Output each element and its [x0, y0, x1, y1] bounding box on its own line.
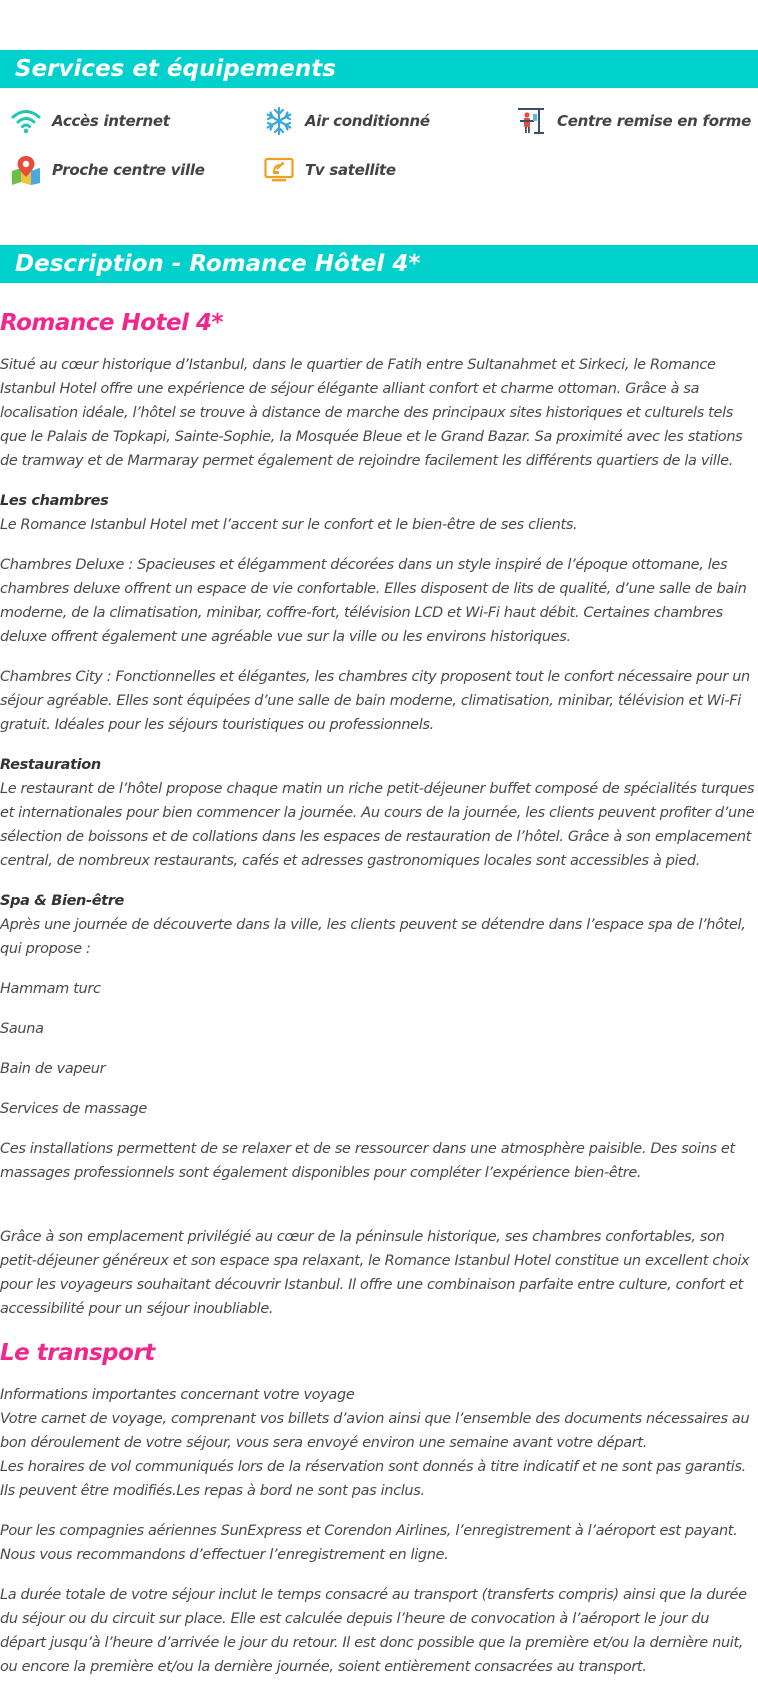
transport-title: Le transport: [0, 1340, 155, 1366]
spa-item: Sauna: [0, 1021, 44, 1037]
spa-item: Services de massage: [0, 1101, 147, 1117]
rooms-title: Les chambres: [0, 493, 109, 509]
amenity-fitness: [515, 104, 751, 138]
description-content: [0, 307, 758, 1679]
spa-text: Après une journée de découverte dans la ville, les clients peuvent se détendre dans l’espace spa de l’hôtel, qui propose :: [0, 917, 746, 957]
snowflake-icon: [263, 105, 295, 137]
map-pin-icon: [10, 154, 42, 186]
services-heading-bar: [0, 50, 758, 88]
transport-checkin-text: Pour les compagnies aériennes SunExpress et Corendon Airlines, l’enregistrement à l’aéroport est payant. Nous vous recommandons d’effectuer l’enregistrement en ligne.: [0, 1523, 738, 1563]
conclusion-text: Grâce à son emplacement privilégié au cœur de la péninsule historique, ses chambres confortables, son petit-déjeuner généreux et son espace spa relaxant, le Romance Istanbul Hotel constitue un excellent choix pour les voyageurs souhaitant découvrir Istanbul. Il offre une combinaison parfaite entre culture, confort et accessibilité pour un séjour inoubliable.: [0, 1229, 750, 1317]
amenity-label: Centre remise en forme: [557, 112, 751, 130]
transport-line-1: Informations importantes concernant votre voyage: [0, 1387, 355, 1403]
spa-item: Bain de vapeur: [0, 1061, 106, 1077]
amenity-label: Tv satellite: [305, 161, 396, 179]
deluxe-rooms-text: Chambres Deluxe : Spacieuses et élégamment décorées dans un style inspiré de l’époque ottomane, les chambres deluxe offrent un espace de vie confortable. Elles disposent de lits de qualité, d’une salle de bain moderne, de la climatisation, minibar, coffre-fort, télévision LCD et Wi-Fi haut débit. Certaines chambres deluxe offrent également une agréable vue sur la ville ou les environs historiques.: [0, 557, 747, 645]
fitness-icon: [515, 105, 547, 137]
hotel-title: Romance Hotel 4*: [0, 310, 224, 336]
city-rooms-text: Chambres City : Fonctionnelles et élégantes, les chambres city proposent tout le confort nécessaire pour un séjour agréable. Elles sont équipées d’une salle de bain moderne, climatisation, minibar, télévision et Wi-Fi gratuit. Idéales pour les séjours touristiques ou professionnels.: [0, 669, 750, 733]
restaurant-text: Le restaurant de l’hôtel propose chaque matin un riche petit-déjeuner buffet composé de spécialités turques et internationales pour bien commencer la journée. Au cours de la journée, les clients peuvent profiter d’une sélection de boissons et de collations dans les espaces de restauration de l’hôtel. Grâce à son emplacement central, de nombreux restaurants, cafés et adresses gastronomiques locales sont accessibles à pied.: [0, 781, 755, 869]
restaurant-title: Restauration: [0, 757, 101, 773]
transport-line-2: Votre carnet de voyage, comprenant vos billets d’avion ainsi que l’ensemble des documents nécessaires au bon déroulement de votre séjour, vous sera envoyé environ une semaine avant votre départ.: [0, 1411, 750, 1451]
amenity-label: Air conditionné: [305, 112, 430, 130]
spa-closing-text: Ces installations permettent de se relaxer et de se ressourcer dans une atmosphère paisible. Des soins et massages professionnels sont également disponibles pour compléter l’expérience bien-être.: [0, 1141, 735, 1181]
amenity-air-conditioning: [263, 104, 430, 138]
restaurant-section: [0, 753, 758, 873]
spa-item: Hammam turc: [0, 981, 101, 997]
description-heading-bar: [0, 245, 758, 283]
spa-title: Spa & Bien-être: [0, 893, 125, 909]
amenity-internet: [10, 104, 170, 138]
satellite-tv-icon: [263, 154, 295, 186]
rooms-section: [0, 489, 758, 537]
amenity-label: Proche centre ville: [52, 161, 205, 179]
amenity-city-center: [10, 153, 205, 187]
transport-duration-text: La durée totale de votre séjour inclut le temps consacré au transport (transferts compris) ainsi que la durée du séjour ou du circuit sur place. Elle est calculée depuis l’heure de convocation à l’aéroport le jour du départ jusqu’à l’heure d’arrivée le jour du retour. Il est donc possible que la première et/ou la dernière nuit, ou encore la première et/ou la dernière journée, soient entièrement consacrées au transport.: [0, 1587, 747, 1675]
transport-info: [0, 1383, 758, 1503]
amenity-satellite-tv: [263, 153, 396, 187]
rooms-text: Le Romance Istanbul Hotel met l’accent sur le confort et le bien-être de ses clients.: [0, 517, 578, 533]
wifi-icon: [10, 105, 42, 137]
spa-section: [0, 889, 758, 961]
amenity-label: Accès internet: [52, 112, 170, 130]
spacer: [0, 1201, 758, 1225]
description-heading: Description - Romance Hôtel 4*: [15, 251, 421, 277]
services-heading: Services et équipements: [15, 56, 336, 82]
hotel-intro: Situé au cœur historique d’Istanbul, dans le quartier de Fatih entre Sultanahmet et Sirkeci, le Romance Istanbul Hotel offre une expérience de séjour élégante alliant confort et charme ottoman. Grâce à sa localisation idéale, l’hôtel se trouve à distance de marche des principaux sites historiques et culturels tels que le Palais de Topkapi, Sainte-Sophie, la Mosquée Bleue et le Grand Bazar. Sa proximité avec les stations de tramway et de Marmaray permet également de rejoindre facilement les différents quartiers de la ville.: [0, 357, 743, 469]
transport-line-3: Les horaires de vol communiqués lors de la réservation sont donnés à titre indicatif et ne sont pas garantis. Ils peuvent être modifiés.Les repas à bord ne sont pas inclus.: [0, 1459, 746, 1499]
